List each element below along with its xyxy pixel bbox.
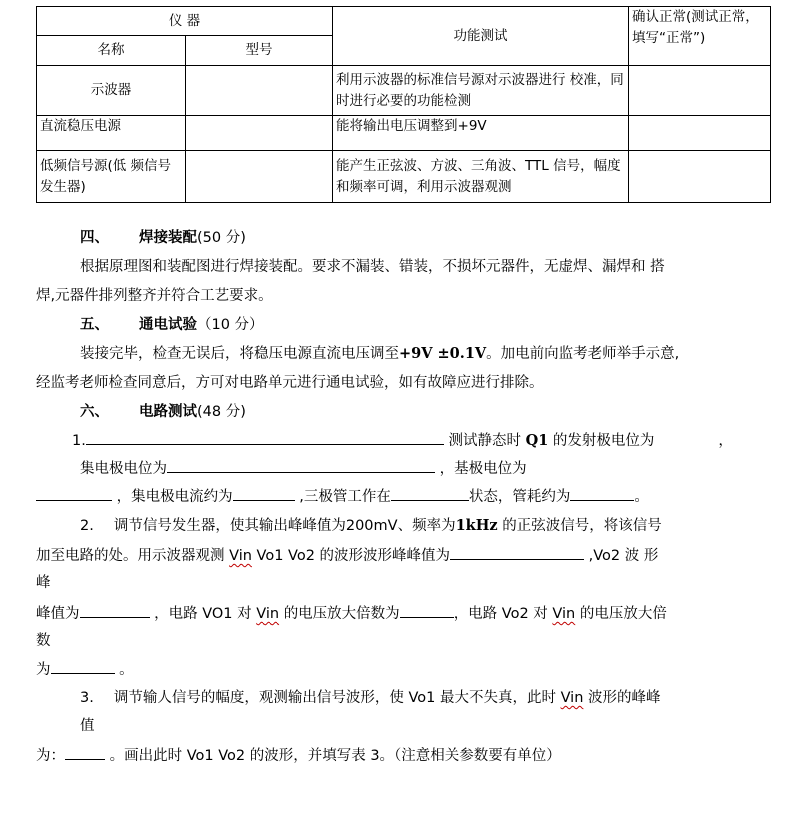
question-3-line1: [80, 688, 661, 708]
section-4-para-line1: 根据原理图和装配图进行焊接装配。要求不漏装、错装，不损坏元器件，无虚焊、漏焊和 搭: [80, 259, 665, 275]
question-2-line1: [80, 516, 662, 536]
text-run: 的电压放大倍: [579, 606, 667, 622]
text-run: 、频率为: [397, 518, 456, 534]
section-5-para-line2: 经监考老师检查同意后，方可对电路单元进行通电试验，如有故障应进行排除。: [36, 375, 544, 391]
text-run: 。加电前向监考老师举手示意,: [486, 346, 680, 362]
answer-blank[interactable]: [65, 745, 105, 760]
text-run: 为：: [36, 748, 65, 764]
answer-blank[interactable]: [233, 486, 295, 501]
answer-blank[interactable]: [391, 486, 469, 501]
vin-label: Vin: [560, 690, 584, 706]
answer-blank[interactable]: [51, 659, 115, 674]
vin-label: Vin: [552, 606, 576, 622]
instrument-name: 直流稳压电源: [37, 116, 186, 151]
text-run: ，电路: [453, 606, 498, 622]
question-3-line1-wrap: 值: [80, 718, 95, 734]
text-run: 为: [36, 662, 51, 678]
section-number: 六、: [80, 404, 109, 420]
text-run: 的波形，并填写表 3。（注意相关参数要有单位）: [249, 748, 561, 764]
section-5-heading: [80, 315, 264, 335]
vo1-label: Vo1: [256, 548, 284, 564]
question-2-line4: [36, 659, 134, 680]
function-header: 功能测试: [333, 7, 629, 66]
instrument-function: 能产生正弦波、方波、三角波、TTL 信号，幅度和频率可调，利用示波器观测: [333, 151, 629, 203]
answer-blank[interactable]: [80, 603, 150, 618]
answer-blank[interactable]: [167, 458, 435, 473]
vo2-label: Vo2: [218, 748, 246, 764]
question-2-line2: [36, 545, 658, 566]
question-3-line2: [36, 745, 561, 766]
answer-blank[interactable]: [400, 603, 454, 618]
vo1-label: Vo1: [186, 748, 214, 764]
section-4-heading: [80, 228, 246, 248]
text-run: 加至电路的处。用示波器观测: [36, 548, 225, 564]
instrument-confirm: [629, 116, 771, 151]
section-5-para-line1: [80, 344, 679, 364]
text-run: 。: [119, 662, 134, 678]
section-title: 焊接装配: [139, 230, 197, 246]
question-1-line2: [80, 458, 527, 479]
instrument-name: 示波器: [37, 66, 186, 116]
section-title: 电路测试: [139, 404, 197, 420]
question-number: 3.: [80, 690, 94, 706]
text-run: 对: [533, 606, 548, 622]
table-row: [37, 116, 771, 151]
instrument-model: [186, 66, 333, 116]
question-2-line3-wrap: 数: [36, 633, 51, 649]
text-run: ，电路: [154, 606, 198, 622]
vin-label: Vin: [256, 606, 280, 622]
text-run: 装接完毕，检查无误后，将稳压电源直流电压调至: [80, 346, 399, 362]
question-1-line1: [72, 430, 733, 451]
text-run: 的波形波形峰峰值为: [319, 548, 451, 564]
text-run: 峰值为: [36, 606, 80, 622]
text-run: 的正弦波信号，将该信号: [502, 518, 662, 534]
instrument-confirm: [629, 66, 771, 116]
section-number: 五、: [80, 317, 109, 333]
instrument-header: 仪 器: [37, 7, 333, 36]
vo1-label: VO1: [202, 606, 233, 622]
section-score: （10 分）: [197, 317, 264, 333]
frequency-value: 1kHz: [455, 517, 498, 534]
instrument-model: [186, 151, 333, 203]
text-run: ,三极管工作在: [299, 489, 391, 505]
answer-blank[interactable]: [570, 486, 634, 501]
text-run: ，集电极电流约为: [116, 489, 233, 505]
text-run: 。: [634, 489, 649, 505]
vo2-label: Vo2: [288, 548, 315, 564]
amplitude-value: 200mV: [345, 518, 398, 534]
text-run: ，基极电位为: [439, 461, 527, 477]
section-6-heading: [80, 402, 246, 422]
vin-label: Vin: [229, 548, 252, 564]
voltage-spec: +9V ±0.1V: [399, 345, 487, 362]
text-run: 集电极电位为: [80, 461, 167, 477]
text-run: 。画出此时: [109, 748, 183, 764]
answer-blank[interactable]: [86, 430, 444, 445]
table-row: [37, 66, 771, 116]
text-run: ，: [718, 433, 733, 449]
text-run: 状态，管耗约为: [468, 489, 571, 505]
instrument-function: 利用示波器的标准信号源对示波器进行 校准，同时进行必要的功能检测: [333, 66, 629, 116]
transistor-label: Q1: [525, 432, 549, 449]
instrument-function: 能将输出电压调整到+9V: [333, 116, 629, 151]
question-2-line2-wrap: 峰: [36, 575, 51, 591]
question-2-line3: [36, 603, 667, 624]
answer-blank[interactable]: [450, 545, 584, 560]
text-run: ,Vo2 波 形: [588, 548, 659, 564]
text-run: 波形的峰峰: [588, 690, 661, 706]
vo2-label: Vo2: [501, 606, 529, 622]
instrument-name: 低频信号源(低 频信号发生器): [37, 151, 186, 203]
question-number: 1.: [72, 433, 86, 449]
section-title: 通电试验: [139, 317, 197, 333]
name-header: 名称: [37, 36, 186, 66]
text-run: 测试静态时: [448, 433, 521, 449]
section-number: 四、: [80, 230, 109, 246]
section-score: (48 分): [197, 404, 246, 420]
confirm-header: 确认正常(测试正常，填写“正常”): [629, 7, 771, 66]
answer-blank[interactable]: [36, 486, 112, 501]
instrument-table: [36, 6, 771, 203]
model-header: 型号: [186, 36, 333, 66]
table-row: [37, 151, 771, 203]
question-1-line3: [36, 486, 649, 507]
section-score: (50 分): [197, 230, 246, 246]
instrument-confirm: [629, 151, 771, 203]
text-run: 的发射极电位为: [552, 433, 655, 449]
text-run: 调节信号发生器，使其输出峰峰值为: [113, 518, 346, 534]
section-4-para-line2: 焊,元器件排列整齐并符合工艺要求。: [36, 288, 273, 304]
vo1-label: Vo1: [408, 690, 436, 706]
text-run: 对: [237, 606, 252, 622]
question-number: 2.: [80, 518, 94, 534]
instrument-model: [186, 116, 333, 151]
text-run: 最大不失真，此时: [439, 690, 556, 706]
text-run: 调节输人信号的幅度，观测输出信号波形，使: [113, 690, 404, 706]
text-run: 的电压放大倍数为: [283, 606, 400, 622]
